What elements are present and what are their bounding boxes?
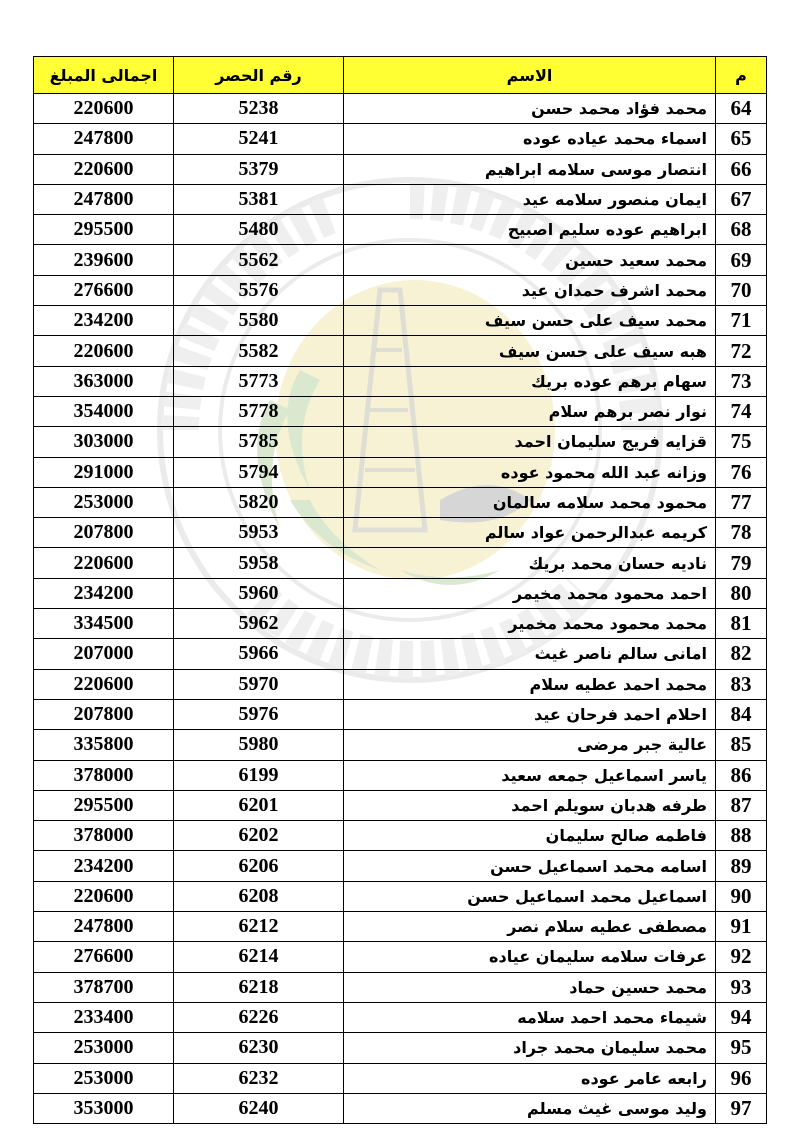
cell-number: 5953 <box>174 518 344 548</box>
table-row <box>34 639 767 669</box>
cell-total: 220600 <box>34 548 174 578</box>
cell-number: 5580 <box>174 306 344 336</box>
cell-total: 233400 <box>34 1002 174 1032</box>
header-name: الاسم <box>344 57 716 94</box>
cell-index: 68 <box>716 215 767 245</box>
table-row <box>34 396 767 426</box>
cell-index: 85 <box>716 730 767 760</box>
cell-index: 81 <box>716 609 767 639</box>
cell-total: 276600 <box>34 942 174 972</box>
cell-number: 5381 <box>174 184 344 214</box>
table-row <box>34 912 767 942</box>
cell-name: ياسر اسماعيل جمعه سعيد <box>344 760 716 790</box>
table-header-row <box>34 57 767 94</box>
table-row <box>34 518 767 548</box>
cell-number: 6232 <box>174 1063 344 1093</box>
cell-number: 6226 <box>174 1002 344 1032</box>
cell-index: 83 <box>716 669 767 699</box>
cell-index: 66 <box>716 154 767 184</box>
cell-index: 78 <box>716 518 767 548</box>
cell-total: 220600 <box>34 881 174 911</box>
table-body <box>34 94 767 1124</box>
cell-number: 5238 <box>174 94 344 124</box>
table-row <box>34 1002 767 1032</box>
table-row <box>34 154 767 184</box>
cell-index: 89 <box>716 851 767 881</box>
table-row <box>34 184 767 214</box>
cell-index: 70 <box>716 275 767 305</box>
cell-number: 5970 <box>174 669 344 699</box>
cell-number: 6208 <box>174 881 344 911</box>
table-row <box>34 427 767 457</box>
cell-index: 77 <box>716 487 767 517</box>
table-row <box>34 1063 767 1093</box>
cell-name: ناديه حسان محمد بريك <box>344 548 716 578</box>
table-row <box>34 306 767 336</box>
cell-total: 276600 <box>34 275 174 305</box>
cell-index: 86 <box>716 760 767 790</box>
cell-name: وزانه عبد الله محمود عوده <box>344 457 716 487</box>
beneficiaries-table <box>33 56 767 1124</box>
table-row <box>34 124 767 154</box>
cell-index: 88 <box>716 821 767 851</box>
cell-name: شيماء محمد احمد سلامه <box>344 1002 716 1032</box>
cell-name: طرفه هدبان سويلم احمد <box>344 790 716 820</box>
cell-number: 6201 <box>174 790 344 820</box>
cell-name: اسماء محمد عياده عوده <box>344 124 716 154</box>
cell-number: 5241 <box>174 124 344 154</box>
cell-index: 87 <box>716 790 767 820</box>
table-row <box>34 942 767 972</box>
table-row <box>34 275 767 305</box>
cell-number: 5962 <box>174 609 344 639</box>
cell-total: 247800 <box>34 124 174 154</box>
cell-total: 253000 <box>34 1033 174 1063</box>
table-row <box>34 972 767 1002</box>
table-row <box>34 548 767 578</box>
cell-index: 96 <box>716 1063 767 1093</box>
cell-number: 5778 <box>174 396 344 426</box>
cell-index: 73 <box>716 366 767 396</box>
table-row <box>34 881 767 911</box>
cell-index: 67 <box>716 184 767 214</box>
cell-total: 378700 <box>34 972 174 1002</box>
cell-name: قزايه فريج سليمان احمد <box>344 427 716 457</box>
table-row <box>34 790 767 820</box>
table-row <box>34 215 767 245</box>
cell-name: اسماعيل محمد اسماعيل حسن <box>344 881 716 911</box>
cell-name: وليد موسى غيث مسلم <box>344 1093 716 1123</box>
cell-index: 92 <box>716 942 767 972</box>
cell-total: 220600 <box>34 94 174 124</box>
cell-number: 5966 <box>174 639 344 669</box>
cell-name: محمد فؤاد محمد حسن <box>344 94 716 124</box>
cell-number: 5794 <box>174 457 344 487</box>
cell-total: 220600 <box>34 669 174 699</box>
cell-number: 6202 <box>174 821 344 851</box>
table-row <box>34 245 767 275</box>
table-row <box>34 699 767 729</box>
cell-number: 6214 <box>174 942 344 972</box>
cell-total: 378000 <box>34 821 174 851</box>
cell-total: 234200 <box>34 851 174 881</box>
cell-total: 207800 <box>34 518 174 548</box>
cell-total: 334500 <box>34 609 174 639</box>
cell-number: 6212 <box>174 912 344 942</box>
cell-index: 75 <box>716 427 767 457</box>
cell-total: 239600 <box>34 245 174 275</box>
cell-number: 5960 <box>174 578 344 608</box>
table-row <box>34 578 767 608</box>
cell-number: 6199 <box>174 760 344 790</box>
cell-index: 65 <box>716 124 767 154</box>
cell-total: 247800 <box>34 184 174 214</box>
cell-index: 95 <box>716 1033 767 1063</box>
cell-number: 5980 <box>174 730 344 760</box>
cell-name: فاطمه صالح سليمان <box>344 821 716 851</box>
cell-number: 6206 <box>174 851 344 881</box>
cell-index: 94 <box>716 1002 767 1032</box>
cell-name: ابراهيم عوده سليم اصبيح <box>344 215 716 245</box>
cell-name: محمد سليمان محمد جراد <box>344 1033 716 1063</box>
cell-name: مصطفى عطيه سلام نصر <box>344 912 716 942</box>
cell-number: 5379 <box>174 154 344 184</box>
cell-index: 97 <box>716 1093 767 1123</box>
cell-name: محمد احمد عطيه سلام <box>344 669 716 699</box>
table-row <box>34 851 767 881</box>
cell-number: 5480 <box>174 215 344 245</box>
cell-name: عالية جبر مرضى <box>344 730 716 760</box>
table-row <box>34 609 767 639</box>
cell-total: 335800 <box>34 730 174 760</box>
cell-total: 354000 <box>34 396 174 426</box>
table-row <box>34 821 767 851</box>
cell-name: انتصار موسى سلامه ابراهيم <box>344 154 716 184</box>
cell-number: 5576 <box>174 275 344 305</box>
cell-index: 71 <box>716 306 767 336</box>
table-row <box>34 94 767 124</box>
cell-total: 253000 <box>34 1063 174 1093</box>
cell-name: رابعه عامر عوده <box>344 1063 716 1093</box>
table-row <box>34 336 767 366</box>
cell-number: 5785 <box>174 427 344 457</box>
header-number: رقم الحصر <box>174 57 344 94</box>
cell-name: محمد حسين حماد <box>344 972 716 1002</box>
cell-index: 82 <box>716 639 767 669</box>
cell-index: 93 <box>716 972 767 1002</box>
cell-total: 353000 <box>34 1093 174 1123</box>
cell-name: محمد سيف على حسن سيف <box>344 306 716 336</box>
cell-index: 72 <box>716 336 767 366</box>
cell-number: 5773 <box>174 366 344 396</box>
cell-index: 79 <box>716 548 767 578</box>
cell-total: 303000 <box>34 427 174 457</box>
cell-index: 80 <box>716 578 767 608</box>
table-row <box>34 669 767 699</box>
table-row <box>34 457 767 487</box>
cell-index: 74 <box>716 396 767 426</box>
cell-name: كريمه عبدالرحمن عواد سالم <box>344 518 716 548</box>
cell-name: نوار نصر برهم سلام <box>344 396 716 426</box>
cell-name: اسامه محمد اسماعيل حسن <box>344 851 716 881</box>
cell-number: 6218 <box>174 972 344 1002</box>
cell-number: 5976 <box>174 699 344 729</box>
cell-name: عرفات سلامه سليمان عياده <box>344 942 716 972</box>
cell-index: 76 <box>716 457 767 487</box>
cell-name: محمد اشرف حمدان عيد <box>344 275 716 305</box>
header-total: اجمالى المبلغ <box>34 57 174 94</box>
cell-total: 378000 <box>34 760 174 790</box>
cell-name: محمود محمد سلامه سالمان <box>344 487 716 517</box>
cell-total: 234200 <box>34 306 174 336</box>
cell-number: 5582 <box>174 336 344 366</box>
cell-number: 5820 <box>174 487 344 517</box>
cell-total: 207000 <box>34 639 174 669</box>
cell-total: 234200 <box>34 578 174 608</box>
table-row <box>34 1093 767 1123</box>
cell-total: 295500 <box>34 790 174 820</box>
cell-name: محمد سعيد حسين <box>344 245 716 275</box>
cell-total: 220600 <box>34 154 174 184</box>
cell-total: 220600 <box>34 336 174 366</box>
cell-name: محمد محمود محمد مخمير <box>344 609 716 639</box>
cell-index: 91 <box>716 912 767 942</box>
cell-name: احمد محمود محمد مخيمر <box>344 578 716 608</box>
cell-index: 84 <box>716 699 767 729</box>
table-row <box>34 730 767 760</box>
cell-total: 363000 <box>34 366 174 396</box>
cell-number: 6230 <box>174 1033 344 1063</box>
cell-total: 295500 <box>34 215 174 245</box>
cell-total: 207800 <box>34 699 174 729</box>
cell-index: 69 <box>716 245 767 275</box>
cell-total: 253000 <box>34 487 174 517</box>
header-index: م <box>716 57 767 94</box>
cell-total: 291000 <box>34 457 174 487</box>
cell-number: 5958 <box>174 548 344 578</box>
table-row <box>34 487 767 517</box>
cell-name: احلام احمد فرحان عيد <box>344 699 716 729</box>
cell-name: ايمان منصور سلامه عيد <box>344 184 716 214</box>
table-row <box>34 366 767 396</box>
cell-name: هبه سيف على حسن سيف <box>344 336 716 366</box>
cell-name: امانى سالم ناصر غيث <box>344 639 716 669</box>
table-row <box>34 760 767 790</box>
cell-number: 5562 <box>174 245 344 275</box>
cell-name: سهام برهم عوده بريك <box>344 366 716 396</box>
cell-index: 90 <box>716 881 767 911</box>
cell-index: 64 <box>716 94 767 124</box>
cell-total: 247800 <box>34 912 174 942</box>
cell-number: 6240 <box>174 1093 344 1123</box>
table-row <box>34 1033 767 1063</box>
